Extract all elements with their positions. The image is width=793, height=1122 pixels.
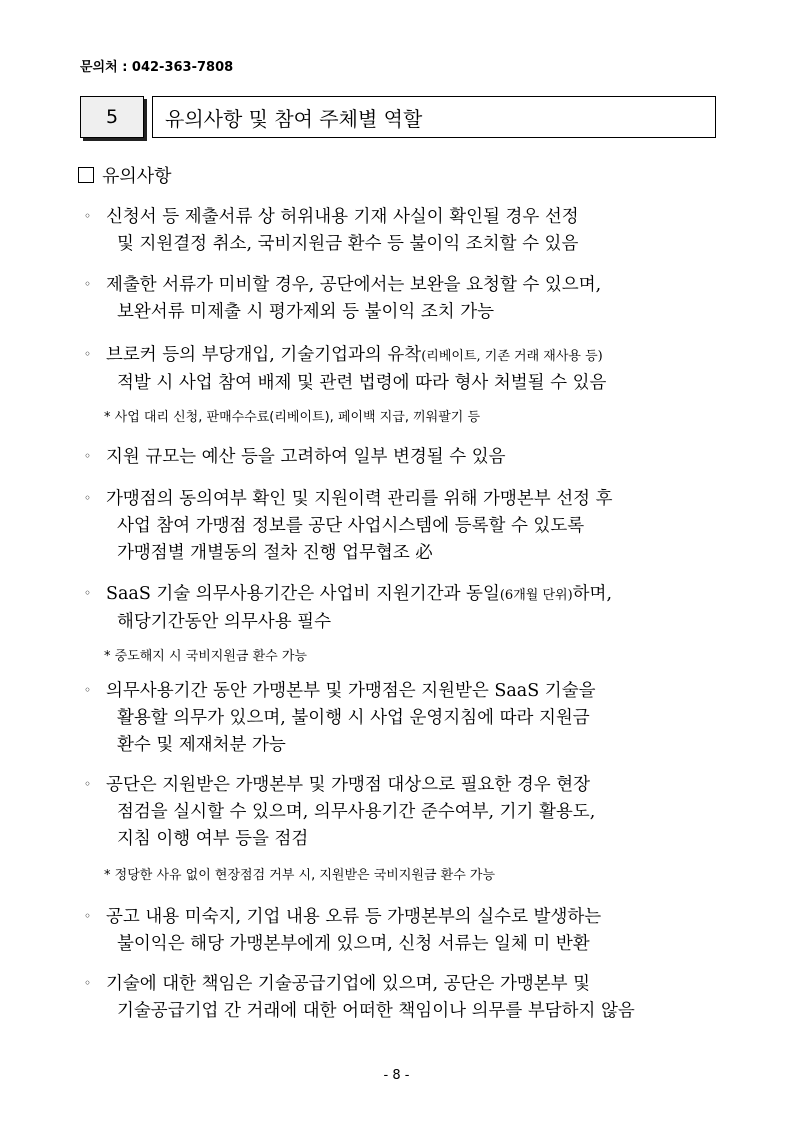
note: * 사업 대리 신청, 판매수수료(리베이트), 페이백 지급, 끼워팔기 등 bbox=[104, 410, 481, 425]
item-text: 사업 참여 가맹점 정보를 공단 사업시스템에 등록할 수 있도록 bbox=[117, 516, 585, 536]
item-text: 하며, bbox=[572, 584, 613, 604]
item-text: 브로커 등의 부당개입, 기술기업과의 유착 bbox=[106, 345, 422, 365]
item-text: 활용할 의무가 있으며, 불이행 시 사업 운영지침에 따라 지원금 bbox=[117, 708, 590, 728]
bullet-icon: ◦ bbox=[84, 586, 92, 600]
subheading bbox=[78, 162, 172, 188]
item-text: 가맹점별 개별동의 절차 진행 업무협조 必 bbox=[117, 543, 433, 563]
bullet-icon: ◦ bbox=[84, 277, 92, 291]
note: * 정당한 사유 없이 현장점검 거부 시, 지원받은 국비지원금 환수 가능 bbox=[104, 868, 496, 883]
bullet-icon: ◦ bbox=[84, 683, 92, 697]
checkbox-square-icon bbox=[78, 167, 94, 183]
bullet-icon: ◦ bbox=[84, 347, 92, 361]
item-text: 가맹점의 동의여부 확인 및 지원이력 관리를 위해 가맹본부 선정 후 bbox=[106, 489, 613, 509]
item-text: 기술공급기업 간 거래에 대한 어떠한 책임이나 의무를 부담하지 않음 bbox=[117, 1001, 635, 1021]
item-text: 점검을 실시할 수 있으며, 의무사용기간 준수여부, 기기 활용도, bbox=[117, 802, 596, 822]
section-number: 5 bbox=[80, 96, 144, 138]
item-text: 보완서류 미제출 시 평가제외 등 불이익 조치 가능 bbox=[117, 302, 495, 322]
item-text: 및 지원결정 취소, 국비지원금 환수 등 불이익 조치할 수 있음 bbox=[117, 234, 579, 254]
list-item bbox=[84, 903, 724, 958]
item-text: 제출한 서류가 미비할 경우, 공단에서는 보완을 요청할 수 있으며, bbox=[106, 275, 602, 295]
list-item bbox=[84, 203, 724, 258]
bullet-icon: ◦ bbox=[84, 976, 92, 990]
section-title: 유의사항 및 참여 주체별 역할 bbox=[152, 96, 716, 138]
bullet-icon: ◦ bbox=[84, 777, 92, 791]
item-text: 공단은 지원받은 가맹본부 및 가맹점 대상으로 필요한 경우 현장 bbox=[106, 775, 591, 795]
list-item bbox=[84, 580, 724, 636]
bullet-icon: ◦ bbox=[84, 449, 92, 463]
subheading-text: 유의사항 bbox=[102, 166, 172, 187]
list-item bbox=[84, 485, 724, 567]
item-small-text: (리베이트, 기존 거래 재사용 등) bbox=[421, 349, 603, 364]
item-text: 신청서 등 제출서류 상 허위내용 기재 사실이 확인될 경우 선정 bbox=[106, 207, 579, 227]
page-number: - 8 - bbox=[383, 1068, 410, 1083]
bullet-icon: ◦ bbox=[84, 491, 92, 505]
item-text: 불이익은 해당 가맹본부에게 있으며, 신청 서류는 일체 미 반환 bbox=[117, 934, 590, 954]
item-text: 의무사용기간 동안 가맹본부 및 가맹점은 지원받은 SaaS 기술을 bbox=[106, 681, 596, 701]
list-item bbox=[84, 771, 724, 853]
item-text: 지원 규모는 예산 등을 고려하여 일부 변경될 수 있음 bbox=[106, 447, 506, 467]
note: * 중도해지 시 국비지원금 환수 가능 bbox=[104, 649, 307, 664]
contact-info: 문의처 : 042-363-7808 bbox=[80, 60, 234, 75]
item-text: 적발 시 사업 참여 배제 및 관련 법령에 따라 형사 처벌될 수 있음 bbox=[117, 373, 607, 393]
item-text: 환수 및 제재처분 가능 bbox=[117, 735, 286, 755]
item-text: SaaS 기술 의무사용기간은 사업비 지원기간과 동일 bbox=[106, 584, 500, 604]
item-text: 기술에 대한 책임은 기술공급기업에 있으며, 공단은 가맹본부 및 bbox=[106, 974, 591, 994]
item-small-text: (6개월 단위) bbox=[499, 588, 573, 603]
bullet-icon: ◦ bbox=[84, 909, 92, 923]
bullet-icon: ◦ bbox=[84, 209, 92, 223]
list-item bbox=[84, 677, 724, 759]
list-item bbox=[84, 341, 724, 397]
list-item bbox=[84, 271, 724, 326]
list-item bbox=[84, 970, 724, 1025]
item-text: 지침 이행 여부 등을 점검 bbox=[117, 829, 309, 849]
list-item bbox=[84, 443, 724, 471]
item-text: 해당기간동안 의무사용 필수 bbox=[117, 612, 331, 632]
item-text: 공고 내용 미숙지, 기업 내용 오류 등 가맹본부의 실수로 발생하는 bbox=[106, 907, 602, 927]
